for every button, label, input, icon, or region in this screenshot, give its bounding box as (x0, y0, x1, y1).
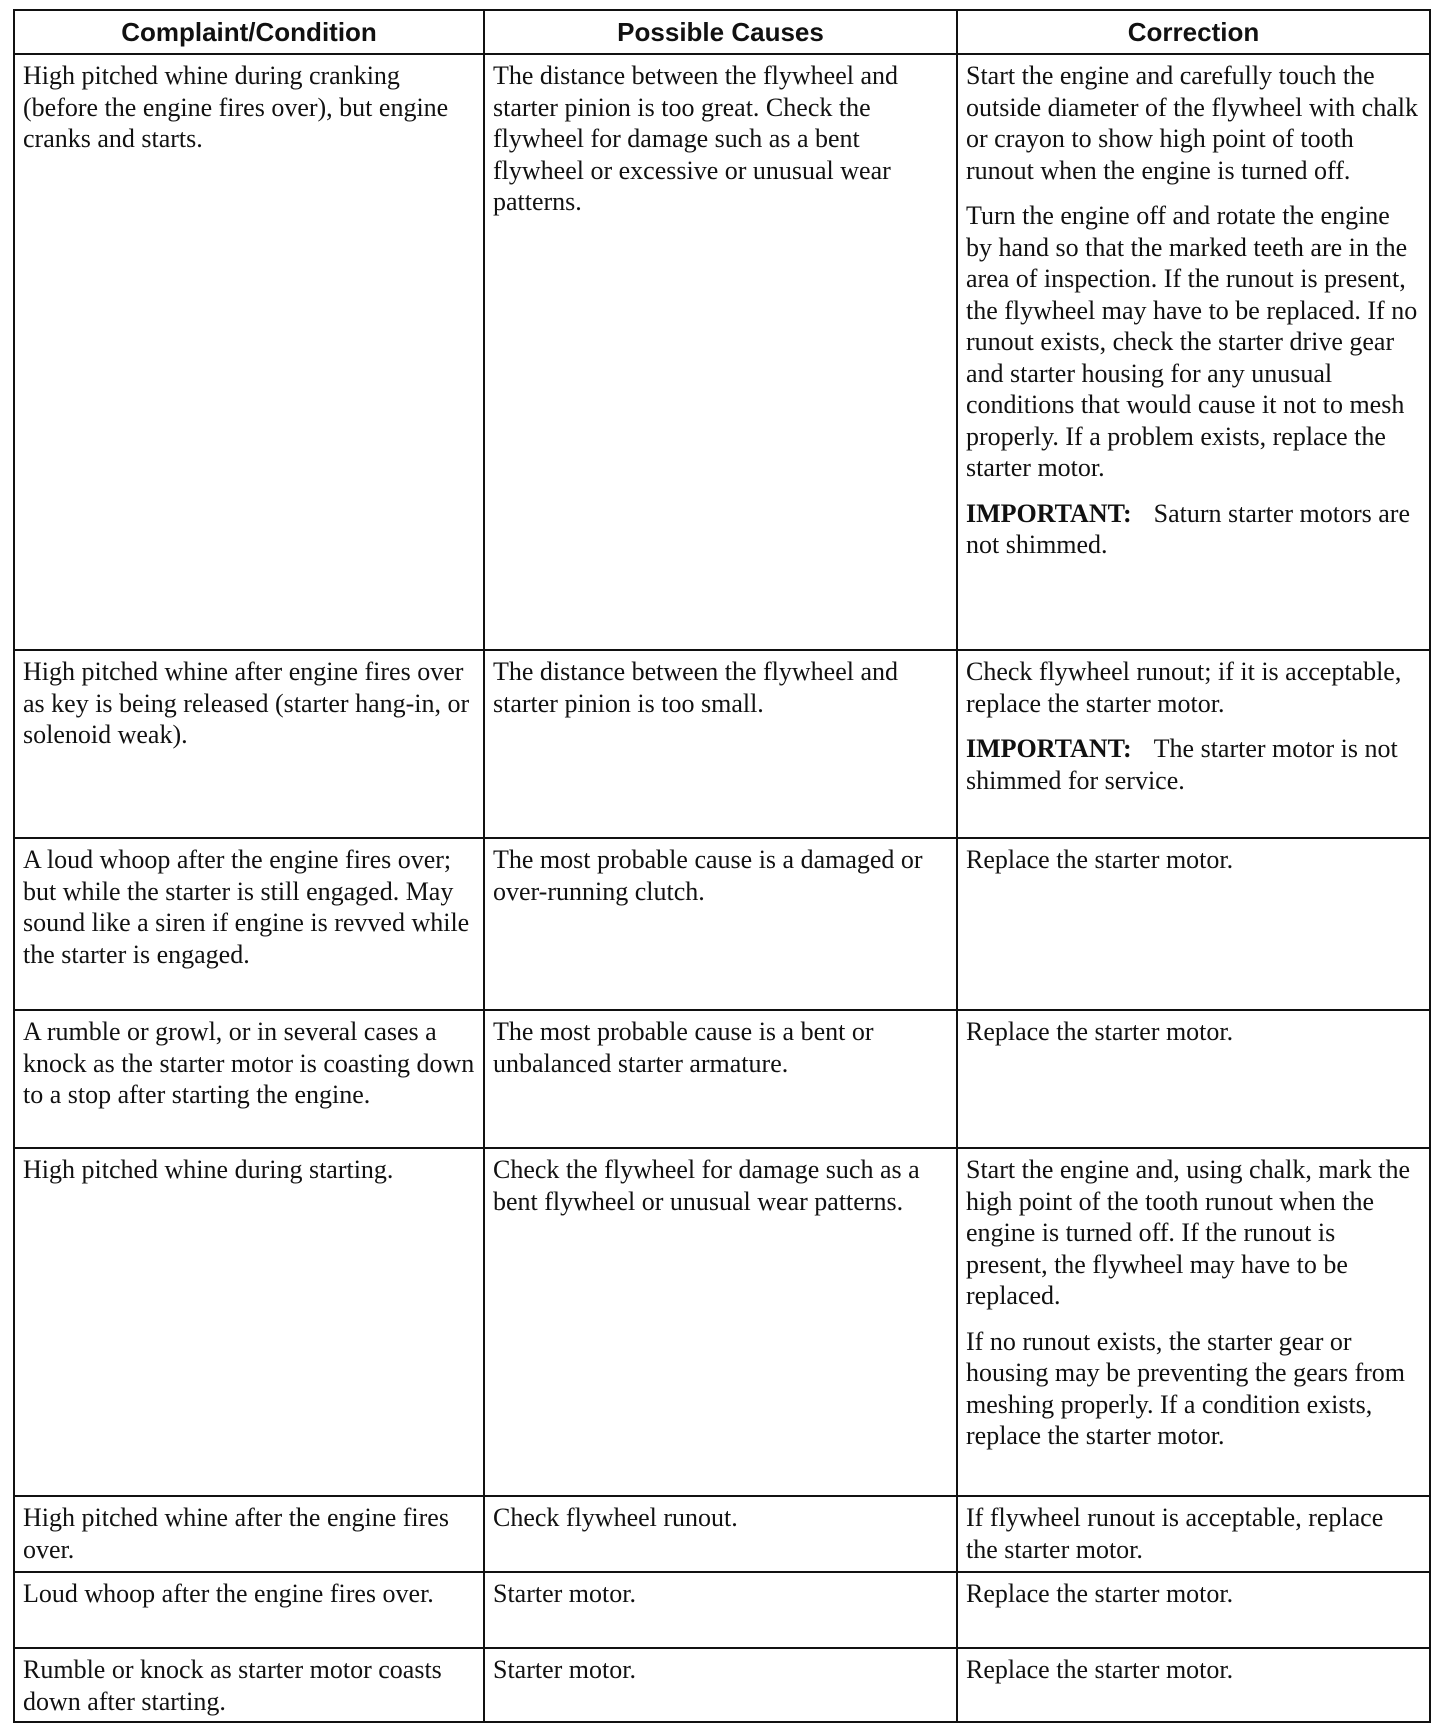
table-row (14, 1648, 1430, 1722)
complaint-cell: High pitched whine during cranking (before the engine fires over), but engine cranks and starts. (14, 54, 484, 650)
correction-paragraph: Check flywheel runout; if it is acceptable, replace the starter motor. (966, 657, 1402, 718)
complaint-cell: High pitched whine after engine fires over as key is being released (starter hang-in, or solenoid weak). (14, 650, 484, 838)
important-note (966, 498, 1421, 561)
correction-cell: Replace the starter motor. (957, 1010, 1430, 1148)
correction-paragraph: Start the engine and carefully touch the outside diameter of the flywheel with chalk or crayon to show high point of tooth runout when the engine is turned off. (966, 61, 1418, 185)
causes-cell: The most probable cause is a damaged or over-running clutch. (484, 838, 957, 1010)
diagnosis-table (13, 9, 1431, 1723)
important-text: The starter motor is not shimmed for service. (966, 734, 1398, 795)
correction-cell (957, 54, 1430, 650)
correction-paragraph: Start the engine and, using chalk, mark the high point of the tooth runout when the engine is turned off. If the runout is present, the flywheel may have to be replaced. (966, 1155, 1411, 1310)
header-correction: Correction (957, 10, 1430, 54)
complaint-cell: High pitched whine during starting. (14, 1148, 484, 1496)
important-label: IMPORTANT: (966, 734, 1132, 763)
important-note (966, 733, 1421, 796)
complaint-cell: High pitched whine after the engine fires over. (14, 1496, 484, 1572)
table-row (14, 1572, 1430, 1648)
causes-cell: Starter motor. (484, 1648, 957, 1722)
correction-cell (957, 1148, 1430, 1496)
header-complaint: Complaint/Condition (14, 10, 484, 54)
correction-cell: If flywheel runout is acceptable, replace the starter motor. (957, 1496, 1430, 1572)
causes-cell: Check flywheel runout. (484, 1496, 957, 1572)
header-causes: Possible Causes (484, 10, 957, 54)
causes-cell: The distance between the flywheel and starter pinion is too great. Check the flywheel for damage such as a bent flywheel or excessive or unusual wear patterns. (484, 54, 957, 650)
table-row (14, 650, 1430, 838)
correction-paragraph: Turn the engine off and rotate the engine by hand so that the marked teeth are in the area of inspection. If the runout is present, the flywheel may have to be replaced. If no runout exists, check the starter drive gear and starter housing for any unusual conditions that would cause it not to mesh properly. If a problem exists, replace the starter motor. (966, 201, 1418, 482)
causes-cell: The most probable cause is a bent or unbalanced starter armature. (484, 1010, 957, 1148)
table-row (14, 1496, 1430, 1572)
table-row (14, 838, 1430, 1010)
causes-cell: The distance between the flywheel and starter pinion is too small. (484, 650, 957, 838)
correction-cell: Replace the starter motor. (957, 838, 1430, 1010)
correction-paragraph: If no runout exists, the starter gear or housing may be preventing the gears from meshing properly. If a condition exists, replace the starter motor. (966, 1326, 1405, 1450)
table-row (14, 54, 1430, 650)
complaint-cell: Rumble or knock as starter motor coasts down after starting. (14, 1648, 484, 1722)
table-row (14, 1010, 1430, 1148)
important-label: IMPORTANT: (966, 498, 1132, 528)
causes-cell: Check the flywheel for damage such as a bent flywheel or unusual wear patterns. (484, 1148, 957, 1496)
complaint-cell: A loud whoop after the engine fires over; but while the starter is still engaged. May sound like a siren if engine is revved while the starter is engaged. (14, 838, 484, 1010)
correction-cell (957, 650, 1430, 838)
complaint-cell: A rumble or growl, or in several cases a knock as the starter motor is coasting down to a stop after starting the engine. (14, 1010, 484, 1148)
table-row (14, 1148, 1430, 1496)
causes-cell: Starter motor. (484, 1572, 957, 1648)
correction-cell: Replace the starter motor. (957, 1648, 1430, 1722)
important-text: Saturn starter motors are not shimmed. (966, 498, 1410, 559)
complaint-cell: Loud whoop after the engine fires over. (14, 1572, 484, 1648)
diagnosis-table-sheet (13, 9, 1429, 1716)
header-row (14, 10, 1430, 54)
correction-cell: Replace the starter motor. (957, 1572, 1430, 1648)
